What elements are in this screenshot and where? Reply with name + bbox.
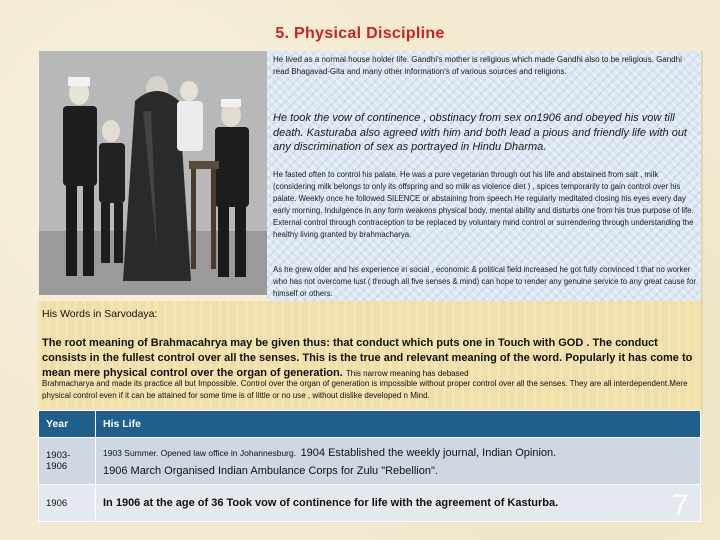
table-cell-year: 1906 — [39, 485, 96, 522]
table-header-life: His Life — [96, 411, 701, 438]
intro-paragraph-2: He took the vow of continence , obstinacy from sex on1906 and obeyed his vow till death. Kasturaba also agreed with him and both lead a pious and friendly life with out any discrimination of sex as portrayed in Hindu Dharma. — [273, 112, 687, 154]
table-cell-life: In 1906 at the age of 36 Took vow of continence for life with the agreement of Kasturba. — [96, 485, 701, 522]
page-number: 7 — [672, 489, 689, 522]
quote-heading: His Words in Sarvodaya: — [42, 308, 158, 320]
quote-inline-small: This narrow meaning has debased — [345, 369, 469, 378]
slide-title: 5. Physical Discipline — [275, 25, 445, 42]
table-cell-life — [96, 438, 701, 485]
life-entry-1903: 1903 Summer. Opened law office in Johannesburg. — [103, 448, 297, 458]
table-header-row — [39, 411, 701, 438]
quote-continuation: Brahmacharya and made its practice all but Impossible. Control over the organ of generation is impossible without proper control over all the senses. They are all interdependent.Mere physical control even if it can be attained for some time is of little or no use , without dislike developed n Mind. — [42, 379, 688, 400]
intro-paragraph-3: He fasted often to control his palate. He was a pure vegetarian through out his life and abstained from salt , milk (considering milk belongs to only its offspring and so milk as violence diet ) , spices temporarily to gain control over his palate. Weekly once he followed SILENCE or abstaining from speech He regularly meditated closing his eyes every day early morning. Indulgence in any form weakens physical body, mental ability and disturbs one from his true purpose of life. External control through contraception to be replaced by voluntary mind control or surrendering through understanding the healthy living granted by brahmacharya. — [273, 170, 694, 239]
intro-paragraph-1: He lived as a normal house holder life. Gandhi's mother is religious which made Gandhi also to be religious. Gandhi read Bhagavad-Gita and many other information's of various sources and religions. — [273, 55, 682, 76]
life-entry-1904: 1904 Established the weekly journal, Indian Opinion. — [300, 447, 557, 459]
quote-body — [42, 336, 697, 381]
quote-bold-text: The root meaning of Brahmacahrya may be given thus: that conduct which puts one in Touch with GOD . The conduct consists in the fullest control over all the senses. This is the true and relevant meaning of the word. Popularly it has come to mean mere physical control over the organ of generation. — [42, 337, 693, 379]
table-row — [39, 485, 701, 522]
life-timeline-table — [38, 410, 701, 522]
family-photograph — [39, 51, 267, 295]
table-row — [39, 438, 701, 485]
intro-paragraph-4: As he grew older and his experience in social , economic & political field increased he got fully convinced t that no worker who has not overcome lust ( through all five senses & mind) can hope to render any genuine service to any great cause for himself or others. — [273, 265, 697, 298]
table-cell-year: 1903-1906 — [39, 438, 96, 485]
table-header-year: Year — [39, 411, 96, 438]
life-entry-1906-march: 1906 March Organised Indian Ambulance Corps for Zulu "Rebellion". — [103, 465, 438, 477]
decorative-divider — [701, 51, 703, 414]
